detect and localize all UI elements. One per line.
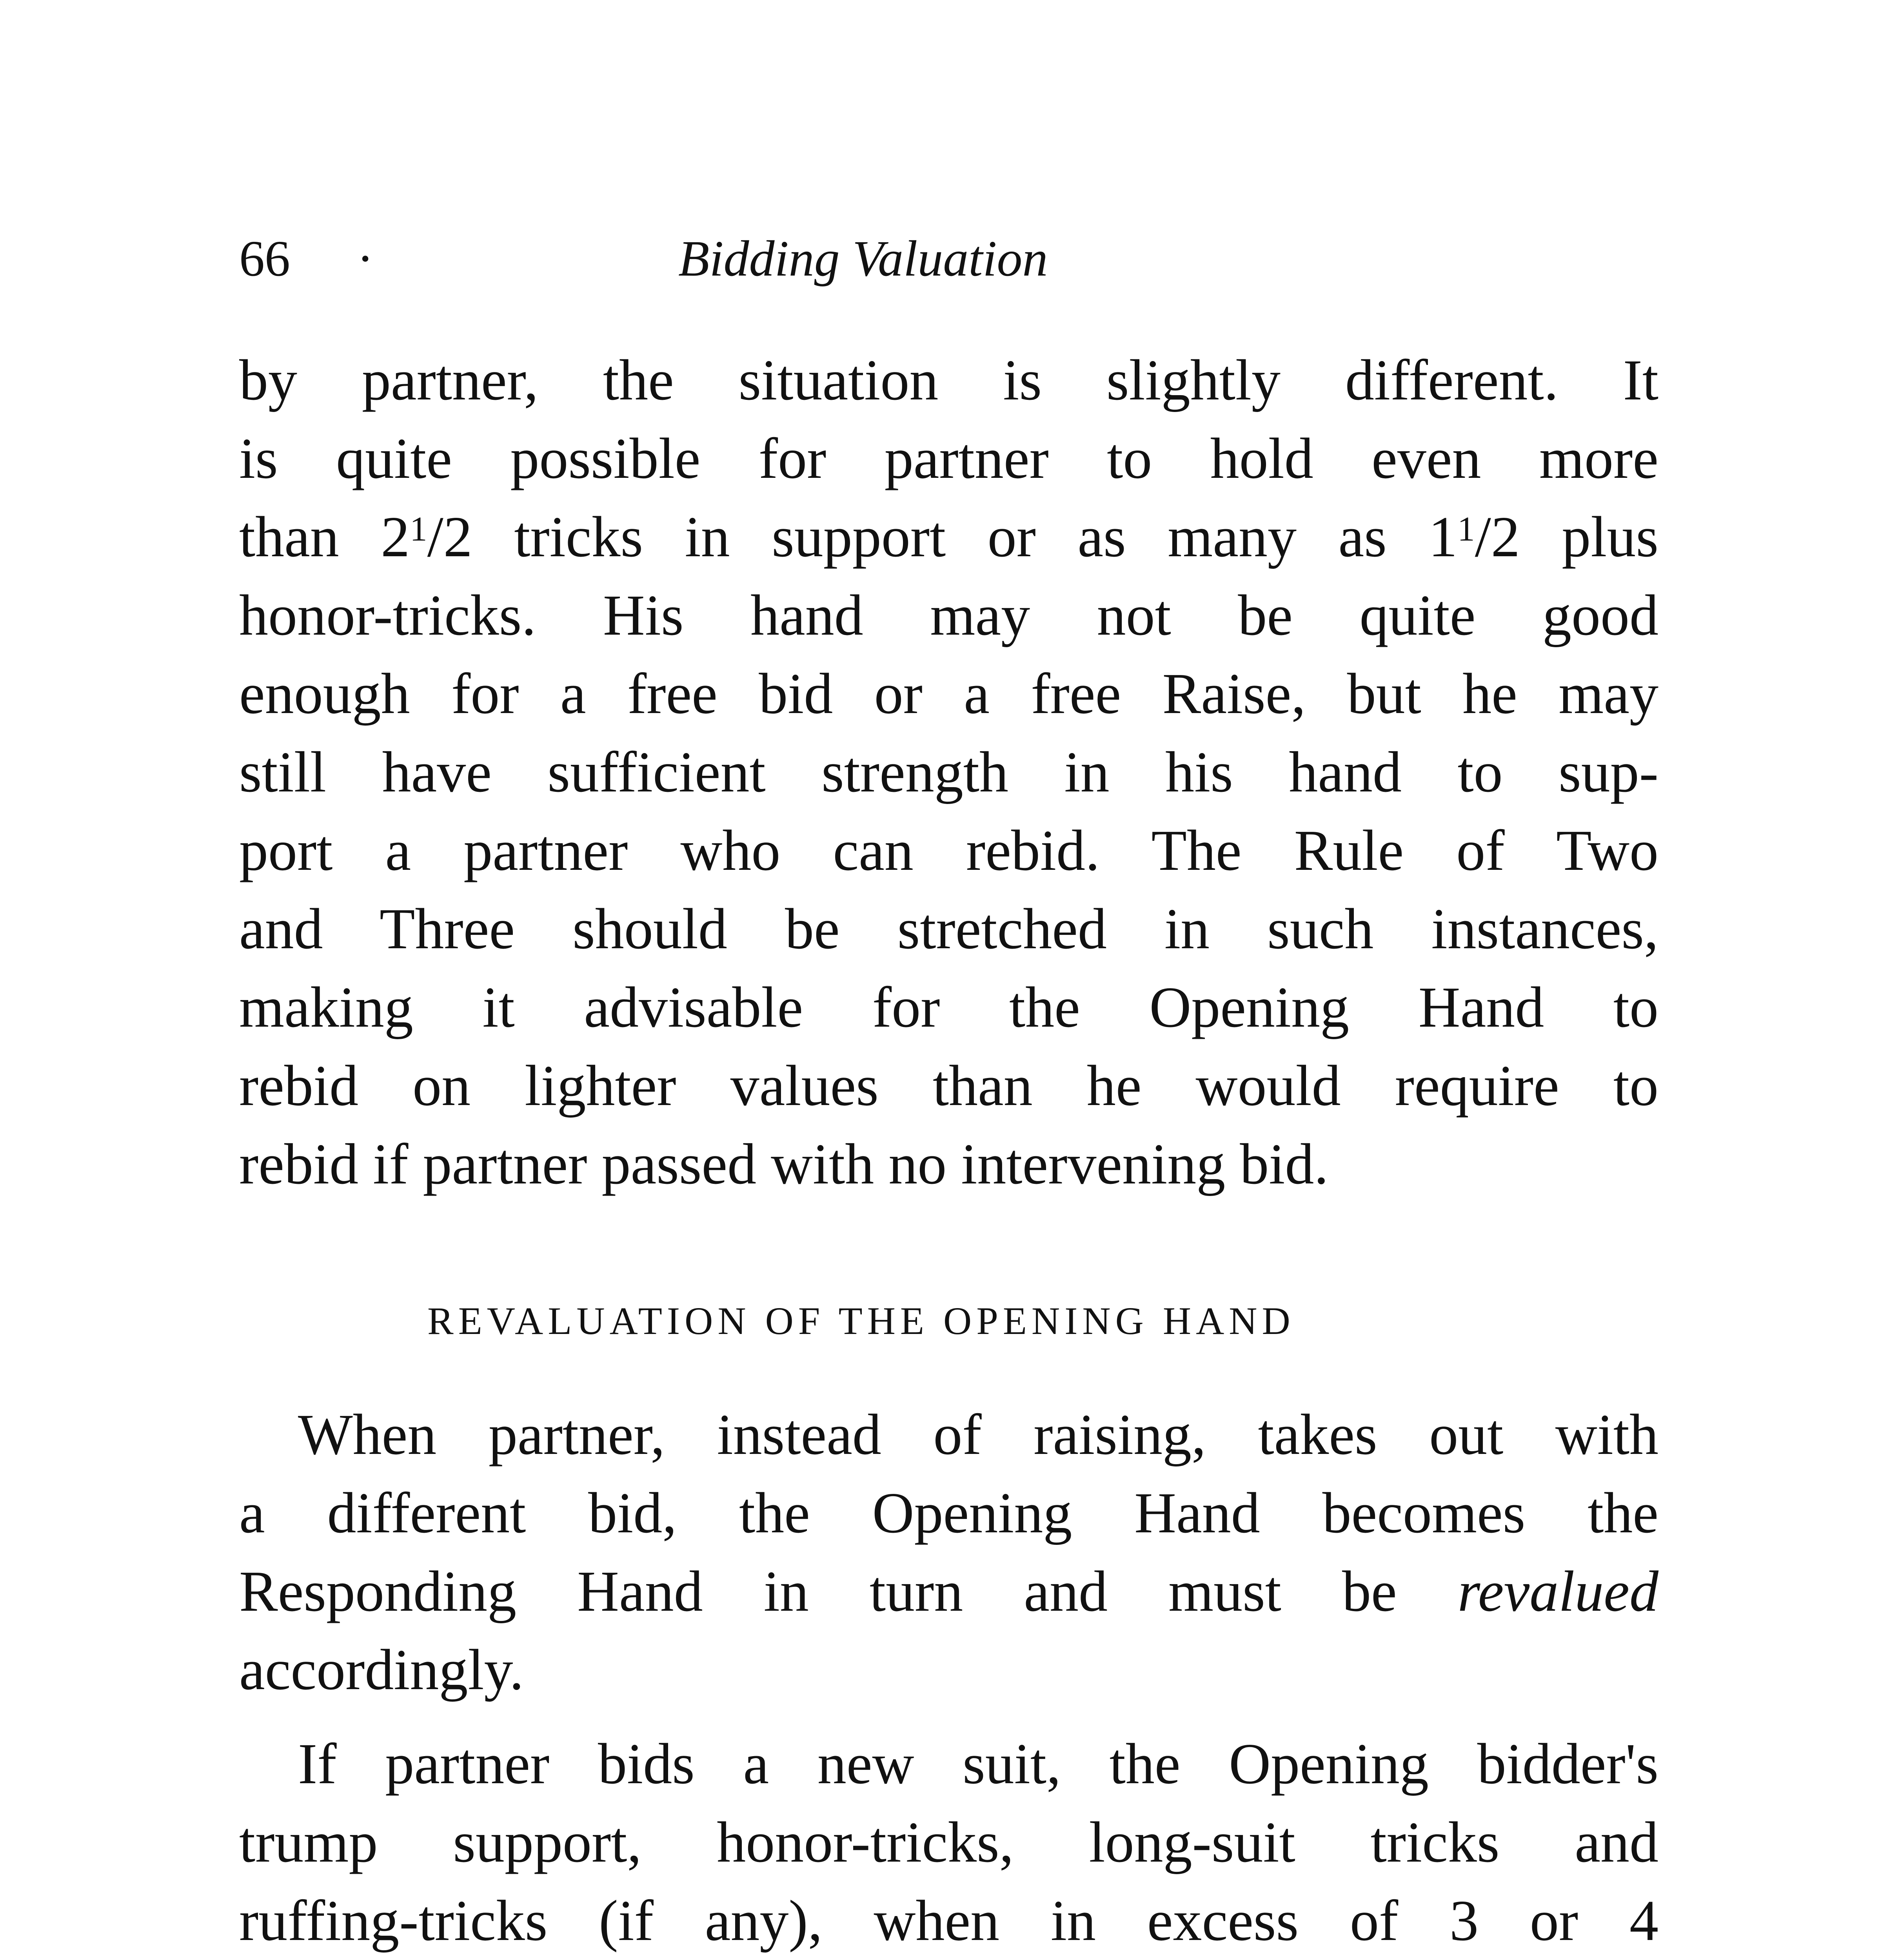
- page-header: [239, 220, 1658, 298]
- paragraph-1-line: rebid if partner passed with no intervening bid.: [239, 1132, 1329, 1196]
- paragraph-1-line: making it advisable for the Opening Hand to: [239, 975, 1658, 1040]
- paragraph-2-line: accordingly.: [239, 1638, 524, 1702]
- paragraph-3-line: ruffing-tricks (if any), when in excess of 3 or 4: [239, 1889, 1658, 1953]
- paragraph-3-line: If partner bids a new suit, the Opening bidder's: [298, 1732, 1658, 1796]
- section-heading: REVALUATION OF THE OPENING HAND: [427, 1299, 1295, 1343]
- paragraph-2-line: When partner, instead of raising, takes out with: [298, 1403, 1658, 1467]
- paragraph-1-line: port a partner who can rebid. The Rule of Two: [239, 818, 1658, 883]
- paragraph-1-line: rebid on lighter values than he would require to: [239, 1054, 1658, 1118]
- emphasized-word: revalued: [1457, 1559, 1658, 1624]
- paragraph-1-line: than $2^1/2$ tricks in support or as many as $1^1/2$ plus: [239, 505, 1658, 569]
- paragraph-3-line: trump support, honor-tricks, long-suit tricks and: [239, 1810, 1658, 1875]
- paragraph-1-line: is quite possible for partner to hold even more: [239, 426, 1658, 491]
- paragraph-1-line: honor-tricks. His hand may not be quite good: [239, 583, 1658, 648]
- header-separator: ·: [357, 230, 374, 287]
- paragraph-1-line: enough for a free bid or a free Raise, but he may: [239, 662, 1658, 726]
- paragraph-1-line: by partner, the situation is slightly different. It: [239, 348, 1658, 412]
- paragraph-1-line: still have sufficient strength in his hand to sup-: [239, 740, 1658, 804]
- paragraph-2-line: Responding Hand in turn and must be revalued: [239, 1559, 1658, 1624]
- page-number: 66: [239, 230, 290, 287]
- paragraph-1-line: and Three should be stretched in such instances,: [239, 897, 1658, 961]
- running-head: Bidding Valuation: [678, 230, 1048, 287]
- paragraph-2-line: a different bid, the Opening Hand becomes the: [239, 1481, 1658, 1545]
